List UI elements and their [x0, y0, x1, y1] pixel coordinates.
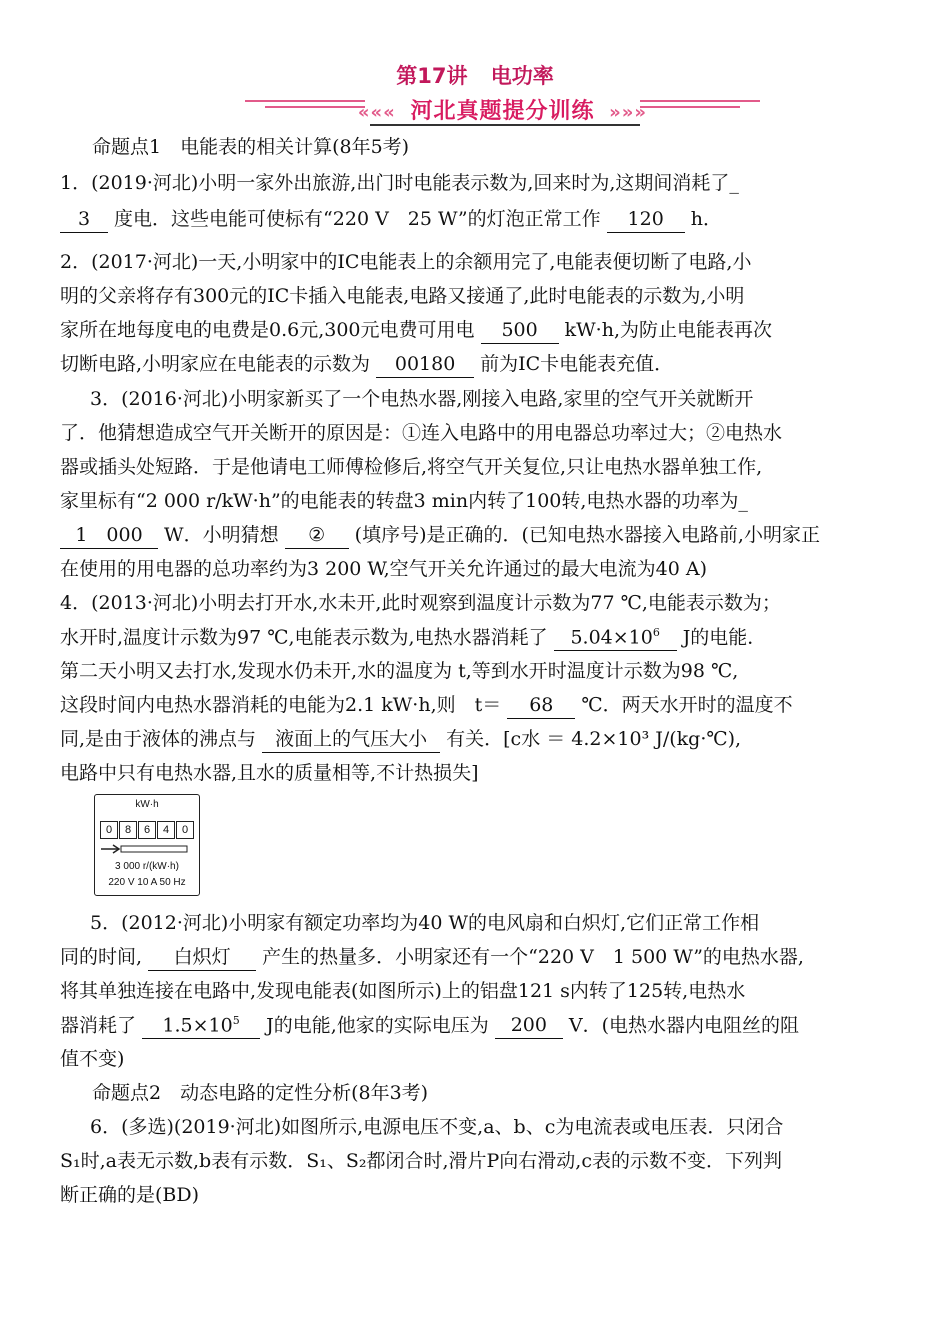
q3-answer-1: 1 000 [60, 522, 158, 549]
q2-text: 家所在地每度电的电费是0.6元,300元电费可用电 [60, 319, 475, 341]
q2-answer-1: 500 [481, 317, 559, 344]
q2-text-c: 切断电路,小明家应在电能表的示数为 [60, 353, 371, 375]
q2-line-1: 2．(2017·河北)一天,小明家中的IC电能表上的余额用完了,电能表便切断了电路,小 [60, 251, 752, 273]
q5-line-2 [60, 940, 920, 974]
q2-line-4 [60, 347, 920, 381]
q3-text-b: (填序号)是正确的．(已知电热水器接入电路前,小明家正 [354, 524, 820, 546]
q4-line-4 [60, 688, 920, 722]
section-heading-2: 命题点2 动态电路的定性分析(8年3考) [92, 1082, 429, 1104]
q4-line-5 [60, 722, 920, 756]
q4-text-f: 有关．[c水 ＝ 4.2×10³ J/(kg·℃), [446, 728, 742, 750]
q2-text-b: kW·h,为防止电能表再次 [564, 319, 772, 341]
q4-text-b: J的电能． [682, 626, 767, 649]
q5-answer-2: $1.5\times 10^5$ [142, 1008, 260, 1039]
meter-digits [100, 821, 195, 839]
meter-spec: 220 V 10 A 50 Hz [108, 877, 186, 888]
q5-text: 同的时间, [60, 946, 143, 968]
q5-text-d: J的电能,他家的实际电压为 [266, 1014, 489, 1037]
banner-title: 河北真题提分训练 [410, 99, 595, 124]
lecture-topic: 电功率 [490, 64, 554, 88]
q5-line-4 [60, 1008, 920, 1042]
q4-text-e: 同,是由于液体的沸点与 [60, 728, 257, 750]
meter-disk-arrow-icon [99, 843, 195, 855]
q2-line-2: 明的父亲将存有300元的IC卡插入电能表,电路又接通了,此时电能表的示数为,小明 [60, 285, 745, 307]
q3-line-6: 在使用的用电器的总功率约为3 200 W,空气开关允许通过的最大电流为40 A) [60, 558, 708, 580]
q1-answer-1: 3 [60, 206, 108, 233]
q4-text-d: ℃．两天水开时的温度不 [581, 694, 793, 716]
meter-digit: 0 [176, 821, 194, 839]
q6-line-2: S₁时,a表无示数,b表有示数．S₁、S₂都闭合时,滑片P向右滑动,c表的示数不变．下列判 [60, 1150, 782, 1172]
q4-answer-1: $5.04\times 10^6$ [554, 620, 677, 651]
q2-line-3 [60, 313, 920, 347]
section-heading-1: 命题点1 电能表的相关计算(8年5考) [92, 136, 410, 158]
q4-text: 水开时,温度计示数为97 ℃,电能表示数为,电热水器消耗了 [60, 626, 548, 649]
q5-line-5: 值不变) [60, 1048, 125, 1070]
q1-text-end: h． [690, 208, 722, 230]
q4-line-3: 第二天小明又去打水,发现水仍未开,水的温度为 t,等到水开时温度计示数为98 ℃, [60, 660, 739, 682]
q3-answer-2: ② [285, 522, 349, 549]
q2-text-d: 前为IC卡电能表充值． [480, 353, 674, 375]
q4-answer-2: 68 [507, 692, 575, 719]
meter-digit: 0 [100, 821, 118, 839]
q1-answer-2: 120 [607, 206, 685, 233]
q6-line-3: 断正确的是(BD) [60, 1184, 200, 1206]
q3-line-1: 3．(2016·河北)小明家新买了一个电热水器,刚接入电路,家里的空气开关就断开 [90, 388, 754, 410]
q6-line-1: 6．(多选)(2019·河北)如图所示,电源电压不变,a、b、c为电流表或电压表．只闭合 [90, 1116, 784, 1138]
q1-text: 度电．这些电能可使标有“220 V 25 W”的灯泡正常工作 [114, 208, 601, 230]
q5-text-b: 产生的热量多．小明家还有一个“220 V 1 500 W”的电热水器, [262, 946, 804, 968]
electricity-meter-figure [94, 794, 200, 896]
banner-right-arrows: »»» [609, 102, 648, 123]
meter-digit: 8 [119, 821, 137, 839]
q1-line-1: 1．(2019·河北)小明一家外出旅游,出门时电能表示数为,回来时为,这期间消耗了_ [60, 172, 739, 194]
q3-line-3: 器或插头处短路．于是他请电工师傅检修后,将空气开关复位,只让电热水器单独工作, [60, 456, 763, 478]
q4-line-2 [60, 620, 920, 654]
q3-line-2: 了．他猜想造成空气开关断开的原因是：①连入电路中的用电器总功率过大；②电热水 [60, 422, 783, 444]
meter-digit: 6 [138, 821, 156, 839]
meter-rate: 3 000 r/(kW·h) [115, 861, 179, 872]
section-banner [245, 94, 760, 126]
q5-answer-3: 200 [495, 1012, 563, 1039]
q3-line-4: 家里标有“2 000 r/kW·h”的电能表的转盘3 min内转了100转,电热水器的功率为_ [60, 490, 748, 512]
q3-line-5 [60, 518, 920, 552]
q4-answer-3: 液面上的气压大小 [262, 726, 440, 753]
meter-unit: kW·h [135, 799, 159, 810]
banner-left-arrows: ««« [357, 102, 396, 123]
q5-line-1: 5．(2012·河北)小明家有额定功率均为40 W的电风扇和白炽灯,它们正常工作相 [90, 912, 760, 934]
q3-text: W．小明猜想 [164, 524, 279, 546]
q4-line-6: 电路中只有电热水器,且水的质量相等,不计热损失] [60, 762, 479, 784]
q1-line-2 [60, 202, 920, 236]
page-title [0, 60, 950, 90]
q4-line-1: 4．(2013·河北)小明去打开水,水未开,此时观察到温度计示数为77 ℃,电能表示数为； [60, 592, 781, 614]
q5-text-c: 器消耗了 [60, 1014, 137, 1037]
q5-line-3: 将其单独连接在电路中,发现电能表(如图所示)上的铝盘121 s内转了125转,电热水 [60, 980, 746, 1002]
q2-answer-2: 00180 [376, 351, 474, 378]
q5-answer-1: 白炽灯 [148, 944, 256, 971]
lecture-number: 第17讲 [396, 64, 468, 88]
q5-text-e: V．(电热水器内电阻丝的阻 [568, 1014, 800, 1037]
q4-text-c: 这段时间内电热水器消耗的电能为2.1 kW·h,则 t＝ [60, 694, 502, 716]
meter-digit: 4 [157, 821, 175, 839]
